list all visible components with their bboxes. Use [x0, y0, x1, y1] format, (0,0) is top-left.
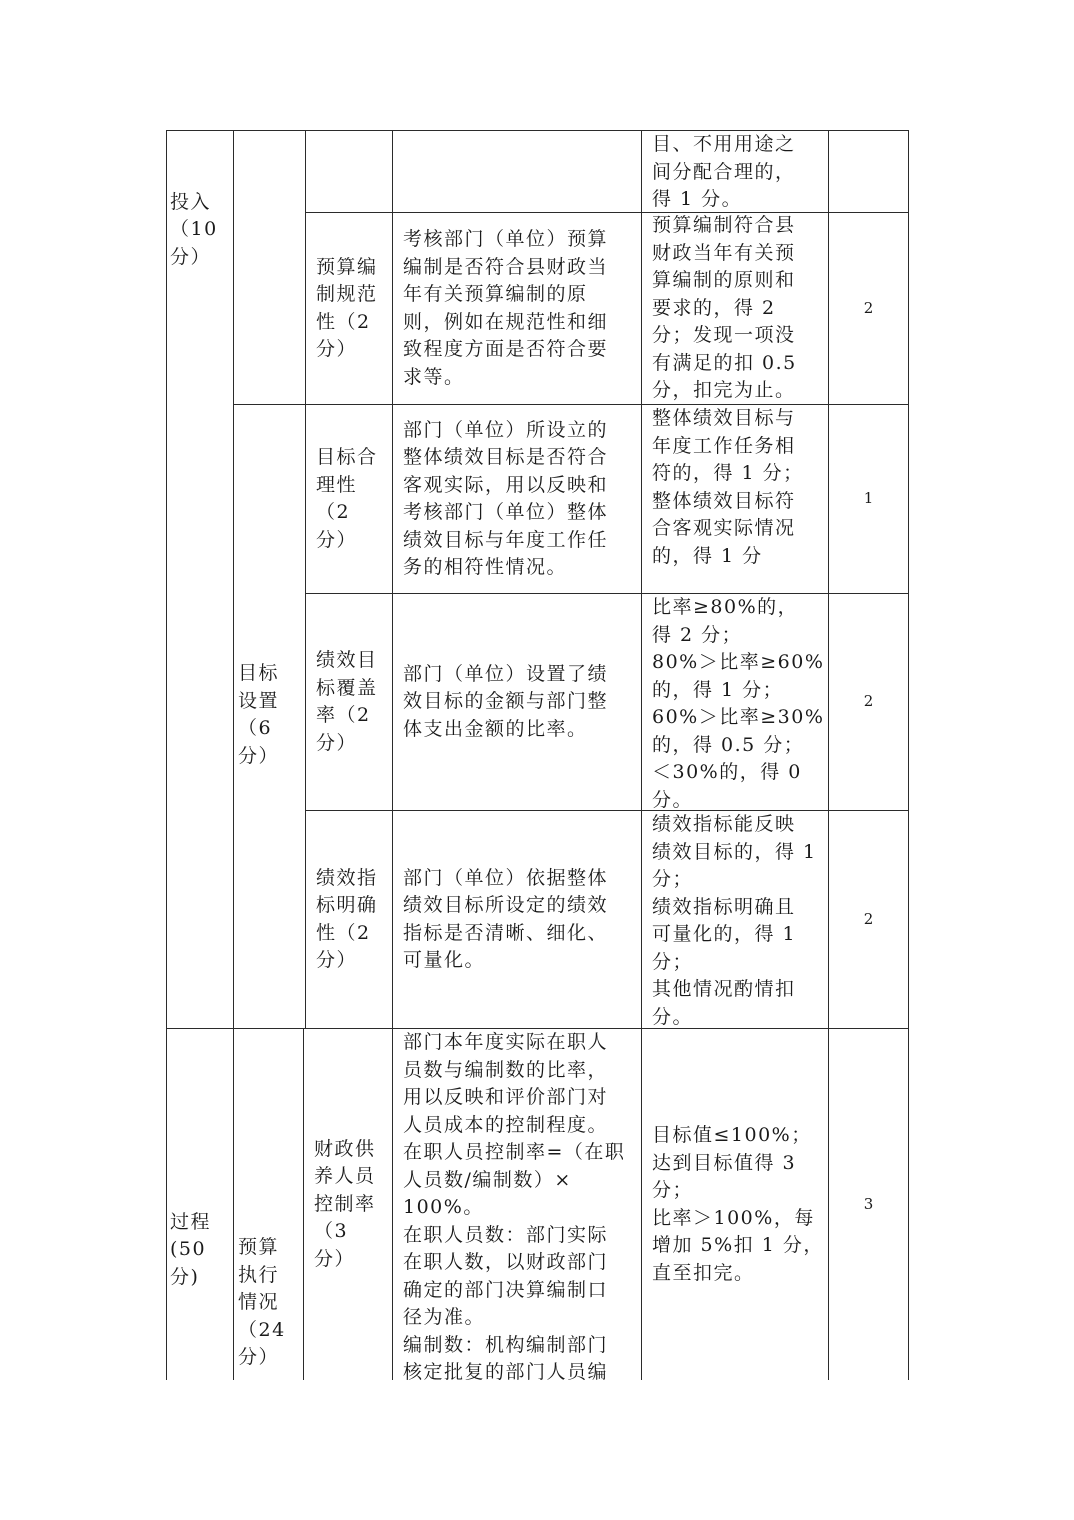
indicator-name	[316, 405, 392, 593]
indicator-description	[403, 405, 641, 593]
scoring-criteria	[652, 594, 828, 810]
scoring-criteria	[652, 405, 828, 593]
table-border	[166, 130, 167, 1380]
score-value: 3	[863, 1194, 874, 1213]
indicator-description	[403, 213, 641, 404]
category-touru	[170, 180, 230, 280]
indicator-name	[314, 1029, 392, 1380]
scoring-criteria	[652, 1029, 828, 1380]
column-divider	[233, 130, 234, 1380]
description-text: 考核部门（单位）预算 编制是否符合县财政当 年有关预算编制的原 则，例如在规范性和细 致程度方面是否符合要 求等。	[403, 228, 609, 388]
column-divider	[392, 130, 393, 1380]
score	[829, 811, 908, 1028]
indicator-label: 绩效指 标明确 性（2 分）	[316, 866, 378, 971]
description-text: 部门（单位）所设立的 整体绩效目标是否符合 客观实际，用以反映和 考核部门（单位）整体 绩效目标与年度工作任 务的相符性情况。	[403, 418, 609, 578]
subcategory-label: 目标 设置 （6 分）	[238, 662, 280, 767]
subcategory-mubiao	[238, 655, 302, 775]
criteria-text: 绩效指标能反映 绩效目标的，得 1 分； 绩效指标明确且 可量化的，得 1 分； 其他情况酌情扣 分。	[652, 813, 817, 1028]
subcategory-yusuan	[238, 1228, 302, 1378]
indicator-name	[316, 811, 392, 1028]
indicator-description	[403, 594, 641, 810]
subcategory-label: 预算 执行 情况 （24 分）	[238, 1236, 286, 1369]
score	[829, 213, 908, 404]
category-label: 投入 （10 分）	[170, 190, 218, 268]
score-value: 2	[863, 692, 874, 711]
indicator-label: 财政供 养人员 控制率 （3 分）	[314, 1137, 376, 1270]
criteria-text: 目、不用用途之 间分配合理的， 得 1 分。	[652, 133, 796, 210]
criteria-text: 目标值≤100%； 达到目标值得 3 分； 比率＞100%，每 增加 5%扣 1 分， 直至扣完。	[652, 1124, 824, 1284]
indicator-name	[316, 594, 392, 810]
indicator-description	[403, 811, 641, 1028]
description-text: 部门本年度实际在职人 员数与编制数的比率， 用以反映和评价部门对 人员成本的控制程度。 在职人员控制率=（在职 人员数/编制数）× 100%。 在职人员数：部门实际 在职人数，以财政部门 确定的部门决算编制口 径为准。 编制数：机构编制部门 核定批复的部门人员编	[403, 1031, 626, 1383]
score	[829, 405, 908, 593]
category-guocheng	[170, 1195, 230, 1305]
criteria-text: 整体绩效目标与 年度工作任务相 符的，得 1 分； 整体绩效目标符 合客观实际情况 的，得 1 分	[652, 407, 804, 567]
indicator-label: 预算编 制规范 性（2 分）	[316, 255, 378, 360]
score-value: 2	[863, 298, 874, 317]
indicator-label: 目标合 理性 （2 分）	[316, 446, 378, 551]
score	[829, 1029, 908, 1380]
description-text: 部门（单位）依据整体 绩效目标所设定的绩效 指标是否清晰、细化、 可量化。	[403, 866, 609, 971]
column-divider	[303, 1028, 304, 1380]
column-divider	[305, 130, 306, 1028]
indicator-name	[316, 213, 392, 404]
indicator-description	[403, 1029, 641, 1383]
category-label: 过程 (50 分)	[170, 1210, 212, 1288]
criteria-text: 比率≥80%的， 得 2 分； 80%＞比率≥60% 的，得 1 分； 60%＞比率≥30% 的，得 0.5 分； ＜30%的，得 0 分。	[652, 596, 825, 811]
column-divider	[641, 130, 642, 1380]
scoring-criteria	[652, 811, 828, 1028]
description-text: 部门（单位）设置了绩 效目标的金额与部门整 体支出金额的比率。	[403, 662, 609, 740]
score-value: 2	[863, 909, 874, 928]
score	[829, 594, 908, 810]
table-row-criteria	[652, 131, 828, 212]
table-border	[908, 130, 909, 1380]
indicator-label: 绩效目 标覆盖 率（2 分）	[316, 649, 378, 754]
criteria-text: 预算编制符合县 财政当年有关预 算编制的原则和 要求的，得 2 分；发现一项没 有满足的扣 0.5 分，扣完为止。	[652, 214, 797, 402]
scoring-criteria	[652, 213, 828, 404]
score-value: 1	[863, 489, 874, 508]
